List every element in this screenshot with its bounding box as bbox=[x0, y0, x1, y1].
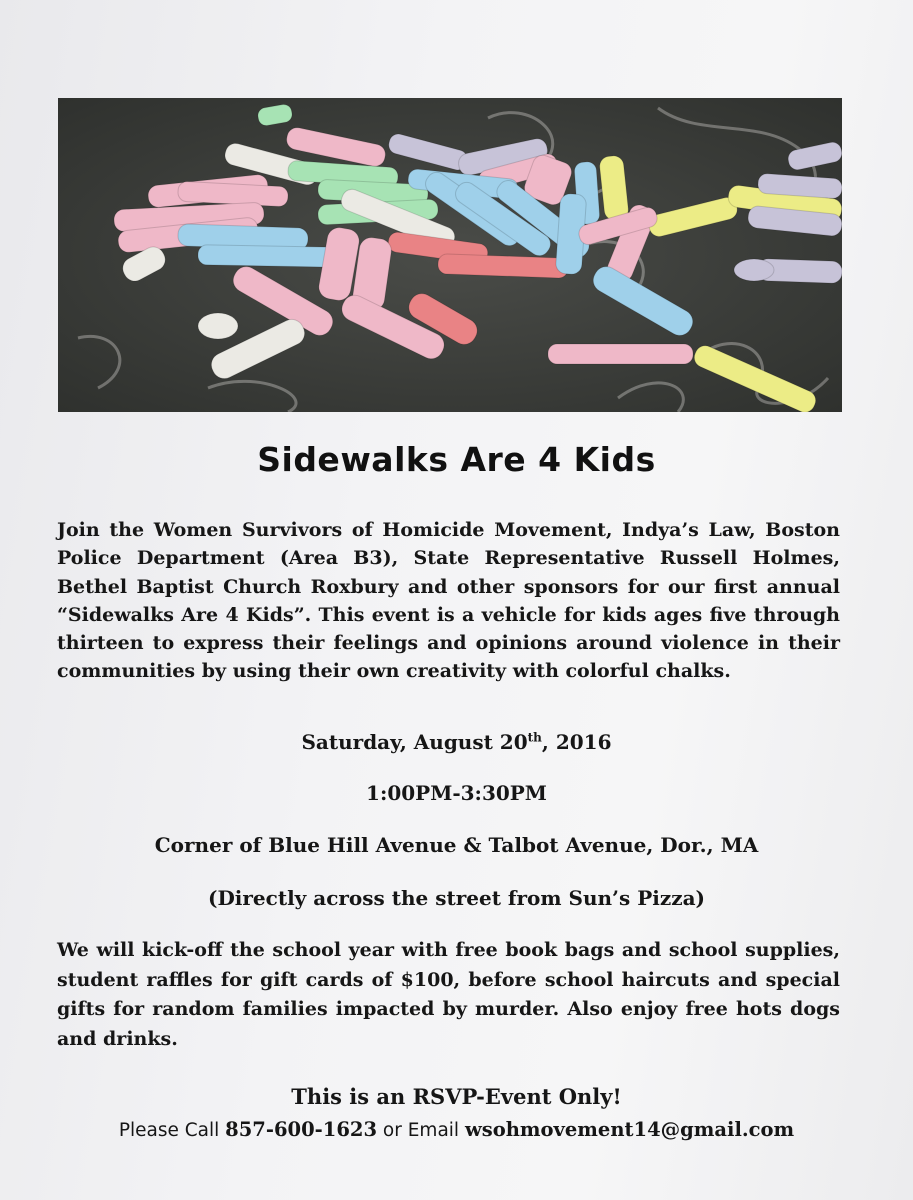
intro-paragraph: Join the Women Survivors of Homicide Movement, Indya’s Law, Boston Police Department (Area B3), State Representative Russell Holmes, Bethel Baptist Church Roxbury and other sponsors for our first annual “Sidewalks Are 4 Kids”. This event is a vehicle for kids ages five through thirteen to express their feelings and opinions around violence in their communities by using their own creativity with colorful chalks. bbox=[57, 519, 840, 683]
event-location: Corner of Blue Hill Avenue & Talbot Avenue, Dor., MA bbox=[154, 833, 759, 857]
contact-line bbox=[0, 1118, 913, 1141]
event-date-prefix: Saturday, August 20 bbox=[301, 730, 528, 754]
call-label: Please Call bbox=[118, 1120, 226, 1141]
chalk-photo bbox=[58, 98, 842, 412]
event-date-year: , 2016 bbox=[541, 730, 612, 754]
chalk-illustration bbox=[58, 98, 842, 412]
details-paragraph: We will kick-off the school year with free book bags and school supplies, student raffles for gift cards of $100, before school haircuts and special gifts for random families impacted by murder. Also enjoy free hots dogs and drinks. bbox=[57, 939, 840, 1050]
event-time: 1:00PM-3:30PM bbox=[366, 781, 547, 805]
phone-number[interactable]: 857-600-1623 bbox=[225, 1118, 378, 1141]
event-landmark: (Directly across the street from Sun’s Pizza) bbox=[207, 886, 705, 910]
rsvp-notice: This is an RSVP-Event Only! bbox=[291, 1084, 622, 1109]
event-date-suffix: th bbox=[527, 730, 542, 745]
email-address[interactable]: wsohmovement14@gmail.com bbox=[464, 1118, 795, 1141]
email-label: or Email bbox=[377, 1120, 465, 1141]
event-date bbox=[0, 730, 913, 754]
event-title: Sidewalks Are 4 Kids bbox=[257, 440, 656, 479]
